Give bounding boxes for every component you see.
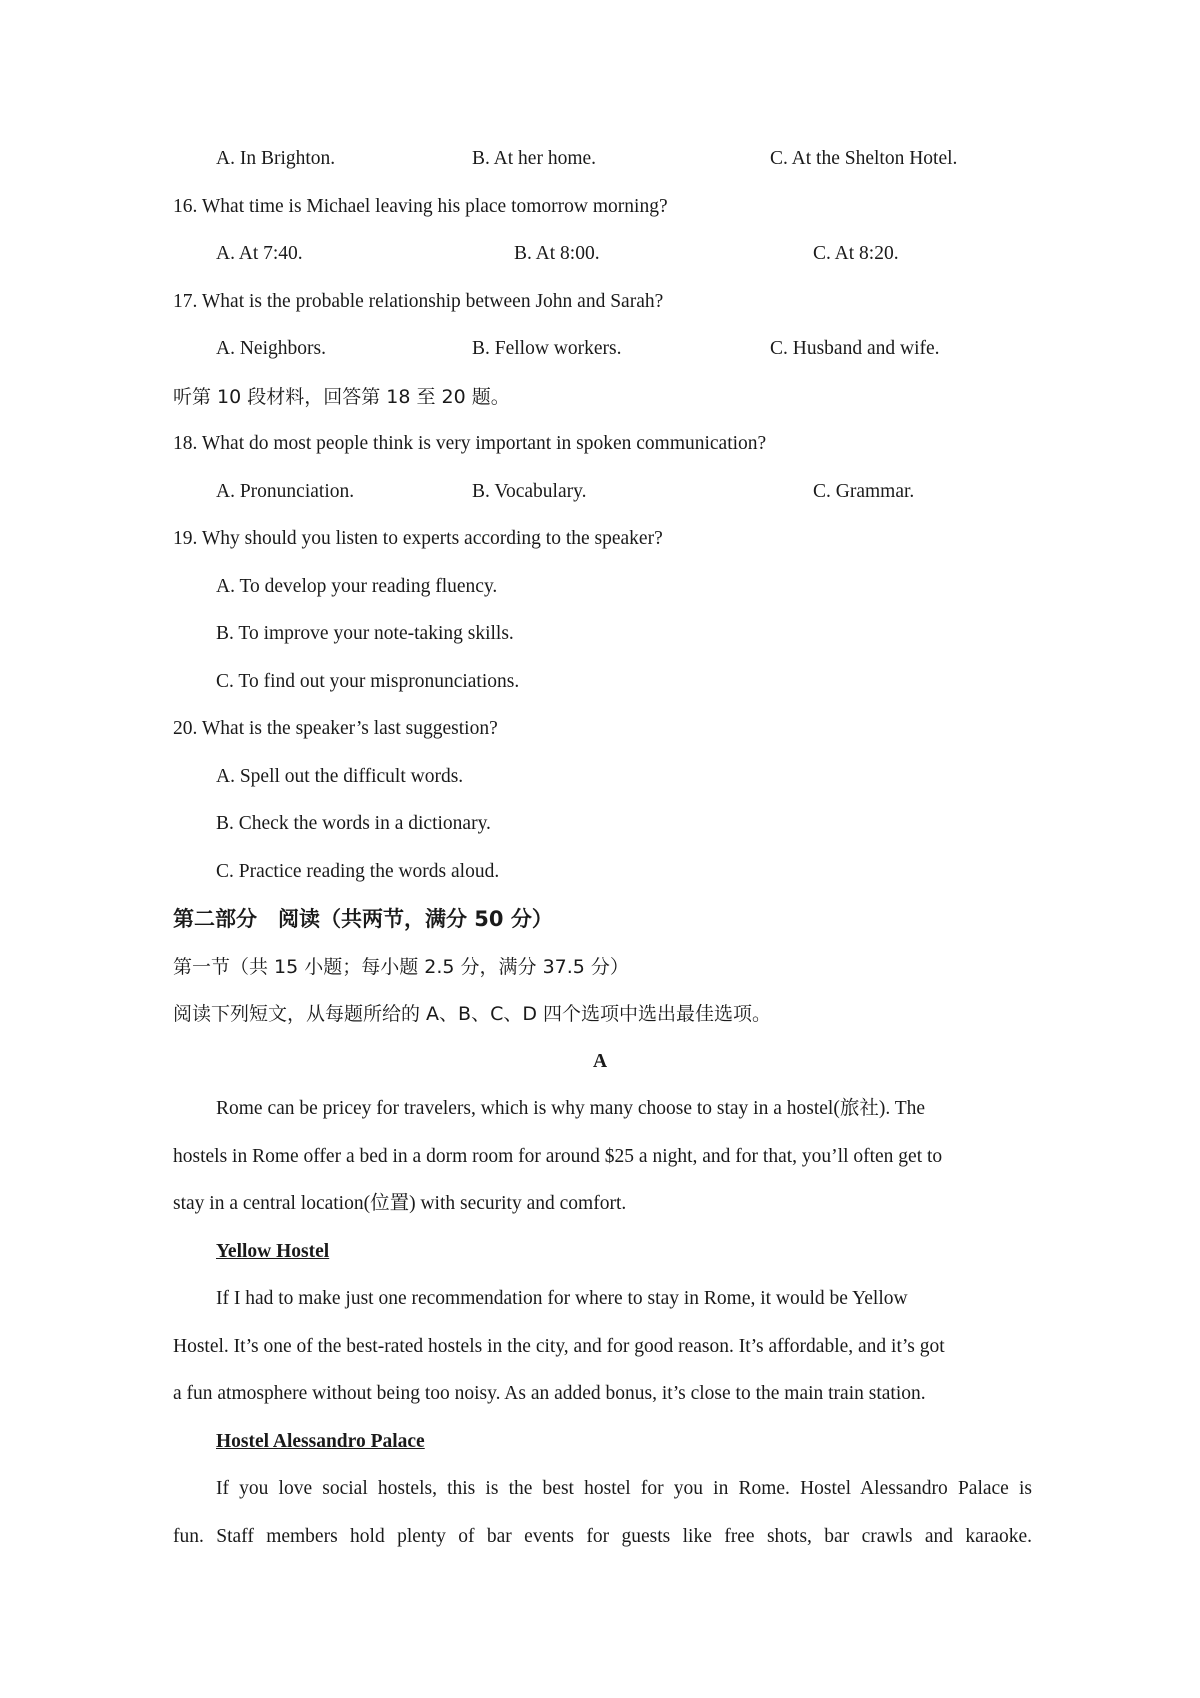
- intro-line-3: stay in a central location(位置) with security and comfort.: [173, 1193, 627, 1214]
- q19-option-c: C. To find out your mispronunciations.: [216, 671, 520, 692]
- listening-instruction: 听第 10 段材料，回答第 18 至 20 题。: [173, 386, 510, 408]
- passage-label: A: [592, 1051, 608, 1072]
- q19-option-b: B. To improve your note-taking skills.: [216, 623, 514, 644]
- hostel-name-yellow: Yellow Hostel: [216, 1241, 330, 1262]
- q17-option-a: A. Neighbors.: [216, 338, 326, 359]
- q20-question: 20. What is the speaker’s last suggestion?: [173, 718, 498, 739]
- q15-option-a: A. In Brighton.: [216, 148, 336, 169]
- q20-option-c: C. Practice reading the words aloud.: [216, 861, 500, 882]
- q16-option-b: B. At 8:00.: [514, 243, 600, 264]
- q17-option-c: C. Husband and wife.: [770, 338, 940, 359]
- q19-option-a: A. To develop your reading fluency.: [216, 576, 498, 597]
- reading-instruction: 阅读下列短文，从每题所给的 A、B、C、D 四个选项中选出最佳选项。: [173, 1003, 772, 1025]
- q16-option-a: A. At 7:40.: [216, 243, 303, 264]
- q15-option-c: C. At the Shelton Hotel.: [770, 148, 958, 169]
- yellow-line-2: Hostel. It’s one of the best-rated hostels in the city, and for good reason. It’s affordable, and it’s got: [173, 1336, 945, 1357]
- q16-question: 16. What time is Michael leaving his place tomorrow morning?: [173, 196, 668, 217]
- alessandro-line-2: fun. Staff members hold plenty of bar events for guests like free shots, bar crawls and karaoke.: [173, 1526, 1032, 1547]
- q20-option-a: A. Spell out the difficult words.: [216, 766, 464, 787]
- intro-line-2: hostels in Rome offer a bed in a dorm room for around $25 a night, and for that, you’ll often get to: [173, 1146, 943, 1167]
- yellow-line-1: If I had to make just one recommendation for where to stay in Rome, it would be Yellow: [216, 1288, 908, 1309]
- hostel-name-alessandro: Hostel Alessandro Palace: [216, 1431, 425, 1452]
- q16-option-c: C. At 8:20.: [813, 243, 899, 264]
- q18-question: 18. What do most people think is very important in spoken communication?: [173, 433, 767, 454]
- q17-question: 17. What is the probable relationship between John and Sarah?: [173, 291, 664, 312]
- yellow-line-3: a fun atmosphere without being too noisy. As an added bonus, it’s close to the main train station.: [173, 1383, 926, 1404]
- alessandro-line-1: If you love social hostels, this is the best hostel for you in Rome. Hostel Alessandro Palace is: [216, 1478, 1032, 1499]
- q19-question: 19. Why should you listen to experts according to the speaker?: [173, 528, 663, 549]
- q18-option-b: B. Vocabulary.: [472, 481, 587, 502]
- section1-heading: 第一节（共 15 小题；每小题 2.5 分，满分 37.5 分）: [173, 956, 629, 978]
- intro-line-1: Rome can be pricey for travelers, which is why many choose to stay in a hostel(旅社). The: [216, 1098, 926, 1119]
- q17-option-b: B. Fellow workers.: [472, 338, 622, 359]
- q20-option-b: B. Check the words in a dictionary.: [216, 813, 491, 834]
- part2-heading: 第二部分 阅读（共两节，满分 50 分）: [173, 907, 553, 931]
- q15-option-b: B. At her home.: [472, 148, 597, 169]
- q18-option-c: C. Grammar.: [813, 481, 915, 502]
- q18-option-a: A. Pronunciation.: [216, 481, 355, 502]
